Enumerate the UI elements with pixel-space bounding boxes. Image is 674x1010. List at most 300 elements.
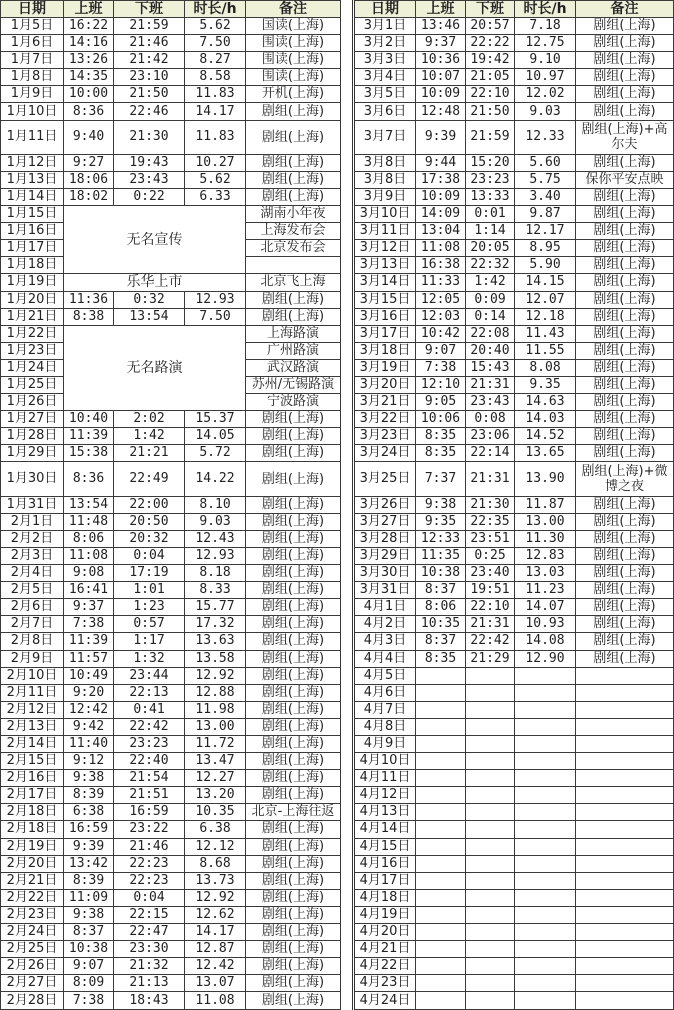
end-time-cell: 21:31 [466, 376, 515, 393]
table-row [1, 633, 341, 650]
date-cell: 3月8日 [354, 154, 416, 171]
table-row [354, 530, 674, 547]
end-time-cell: 21:51 [114, 787, 185, 804]
table-row [354, 103, 674, 120]
end-time-cell: 1:42 [114, 428, 185, 445]
note-cell: 湖南小年夜 [246, 206, 341, 223]
note-cell: 剧组(上海) [576, 650, 674, 667]
date-cell: 1月22日 [1, 325, 64, 342]
hours-cell: 12.27 [185, 770, 246, 787]
date-cell: 3月22日 [354, 411, 416, 428]
end-time-cell: 23:22 [114, 821, 185, 838]
start-time-cell: 11:09 [64, 889, 114, 906]
hours-cell: 12.87 [185, 941, 246, 958]
start-time-cell [416, 804, 466, 821]
table-row [354, 855, 674, 872]
date-cell: 3月11日 [354, 223, 416, 240]
note-cell [576, 992, 674, 1010]
note-cell: 剧组(上海) [576, 291, 674, 308]
date-cell: 1月5日 [1, 18, 64, 35]
start-time-cell: 10:09 [416, 86, 466, 103]
note-cell: 剧组(上海) [246, 821, 341, 838]
table-row [354, 240, 674, 257]
hours-cell: 5.62 [185, 18, 246, 35]
end-time-cell: 0:22 [114, 188, 185, 205]
end-time-cell [466, 941, 515, 958]
date-cell: 2月13日 [1, 718, 64, 735]
hours-cell: 8.08 [515, 359, 576, 376]
end-time-cell: 1:42 [466, 274, 515, 291]
table-row [1, 787, 341, 804]
hours-cell: 7.18 [515, 18, 576, 35]
note-cell: 剧组(上海)+微博之夜 [576, 462, 674, 496]
note-cell: 剧组(上海)+高尔夫 [576, 120, 674, 154]
date-cell: 4月20日 [354, 924, 416, 941]
note-cell: 剧组(上海) [576, 547, 674, 564]
start-time-cell: 9:08 [64, 565, 114, 582]
date-cell: 1月17日 [1, 240, 64, 257]
hours-cell: 8.18 [185, 565, 246, 582]
end-time-cell: 23:10 [114, 69, 185, 86]
end-time-cell: 19:51 [466, 582, 515, 599]
start-time-cell: 9:37 [416, 35, 466, 52]
start-time-cell: 17:38 [416, 171, 466, 188]
table-row [354, 889, 674, 906]
date-cell: 2月17日 [1, 787, 64, 804]
note-cell: 剧组(上海) [246, 188, 341, 205]
note-cell: 广州路演 [246, 342, 341, 359]
end-time-cell [466, 992, 515, 1010]
table-row [1, 718, 341, 735]
date-cell: 4月6日 [354, 684, 416, 701]
end-time-cell [466, 667, 515, 684]
hours-cell: 10.97 [515, 69, 576, 86]
date-cell: 4月1日 [354, 599, 416, 616]
start-time-cell: 12:33 [416, 530, 466, 547]
hours-cell: 9.03 [515, 103, 576, 120]
note-cell: 剧组(上海) [576, 103, 674, 120]
date-cell: 3月6日 [354, 103, 416, 120]
hours-cell: 11.30 [515, 530, 576, 547]
end-time-cell: 23:43 [114, 171, 185, 188]
hours-cell: 12.43 [185, 530, 246, 547]
note-cell: 剧组(上海) [246, 445, 341, 462]
table-row [354, 684, 674, 701]
end-time-cell: 20:32 [114, 530, 185, 547]
note-cell: 剧组(上海) [576, 240, 674, 257]
date-cell: 2月7日 [1, 616, 64, 633]
table-row [354, 52, 674, 69]
hours-cell: 12.90 [515, 650, 576, 667]
date-cell: 4月9日 [354, 735, 416, 752]
end-time-cell: 23:43 [466, 394, 515, 411]
end-time-cell: 0:01 [466, 206, 515, 223]
hours-cell [515, 718, 576, 735]
note-cell: 剧组(上海) [576, 582, 674, 599]
note-cell: 剧组(上海) [576, 513, 674, 530]
hours-cell: 14.52 [515, 428, 576, 445]
note-cell: 剧组(上海) [576, 223, 674, 240]
start-time-cell: 14:35 [64, 69, 114, 86]
end-time-cell: 22:47 [114, 924, 185, 941]
table-row [354, 650, 674, 667]
hours-cell [515, 770, 576, 787]
hours-cell [515, 975, 576, 992]
hours-cell [515, 924, 576, 941]
start-time-cell [416, 787, 466, 804]
date-cell: 3月10日 [354, 206, 416, 223]
end-time-cell: 21:29 [466, 650, 515, 667]
table-row [354, 171, 674, 188]
date-cell: 1月27日 [1, 411, 64, 428]
table-row [1, 992, 341, 1010]
hours-cell [515, 958, 576, 975]
start-time-cell: 11:33 [416, 274, 466, 291]
note-cell: 剧组(上海) [246, 633, 341, 650]
end-time-cell: 1:23 [114, 599, 185, 616]
date-cell: 3月15日 [354, 291, 416, 308]
hours-cell: 7.50 [185, 35, 246, 52]
table-row [354, 718, 674, 735]
table-row [354, 308, 674, 325]
note-cell: 剧组(上海) [246, 753, 341, 770]
end-time-cell: 0:32 [114, 291, 185, 308]
note-cell: 剧组(上海) [246, 582, 341, 599]
table-row [354, 633, 674, 650]
start-time-cell [416, 684, 466, 701]
end-time-cell: 19:43 [114, 154, 185, 171]
date-cell: 2月5日 [1, 582, 64, 599]
end-time-cell: 22:15 [114, 906, 185, 923]
table-row [354, 616, 674, 633]
note-cell: 剧组(上海) [576, 342, 674, 359]
date-cell: 1月20日 [1, 291, 64, 308]
table-row [354, 599, 674, 616]
note-cell: 剧组(上海) [246, 291, 341, 308]
note-cell: 剧组(上海) [576, 69, 674, 86]
note-cell: 剧组(上海) [246, 975, 341, 992]
start-time-cell: 11:40 [64, 735, 114, 752]
note-cell [576, 804, 674, 821]
start-time-cell: 6:38 [64, 804, 114, 821]
end-time-cell: 22:13 [114, 684, 185, 701]
start-time-cell [416, 958, 466, 975]
hours-cell: 13.00 [185, 718, 246, 735]
note-cell: 剧组(上海) [246, 684, 341, 701]
note-cell: 剧组(上海) [246, 735, 341, 752]
date-cell: 4月16日 [354, 855, 416, 872]
start-time-cell [416, 992, 466, 1010]
end-time-cell [466, 924, 515, 941]
hours-cell [515, 753, 576, 770]
start-time-cell: 8:37 [416, 633, 466, 650]
date-cell: 3月8日 [354, 171, 416, 188]
note-cell: 剧组(上海) [576, 496, 674, 513]
table-row [1, 547, 341, 564]
start-time-cell: 9:07 [64, 958, 114, 975]
date-cell: 2月1日 [1, 513, 64, 530]
hours-cell: 12.42 [185, 958, 246, 975]
hours-cell: 12.33 [515, 120, 576, 154]
hours-cell: 13.03 [515, 565, 576, 582]
hours-cell: 10.93 [515, 616, 576, 633]
note-cell: 上海路演 [246, 325, 341, 342]
date-cell: 4月5日 [354, 667, 416, 684]
note-cell [576, 770, 674, 787]
end-time-cell: 23:51 [466, 530, 515, 547]
end-time-cell: 21:46 [114, 35, 185, 52]
date-cell: 1月15日 [1, 206, 64, 223]
date-cell: 3月27日 [354, 513, 416, 530]
note-cell: 剧组(上海) [246, 616, 341, 633]
start-time-cell: 11:35 [416, 547, 466, 564]
hours-cell: 13.00 [515, 513, 576, 530]
start-time-cell: 12:48 [416, 103, 466, 120]
start-time-cell: 9:05 [416, 394, 466, 411]
start-time-cell: 9:42 [64, 718, 114, 735]
table-row [354, 770, 674, 787]
end-time-cell: 1:17 [114, 633, 185, 650]
hours-cell [515, 821, 576, 838]
note-cell [576, 753, 674, 770]
date-cell: 2月28日 [1, 992, 64, 1010]
table-row [354, 924, 674, 941]
end-time-cell: 16:59 [114, 804, 185, 821]
header-note: 备注 [576, 1, 674, 18]
start-time-cell [416, 889, 466, 906]
start-time-cell: 7:38 [64, 616, 114, 633]
table-row [354, 223, 674, 240]
table-row [1, 120, 341, 154]
start-time-cell: 9:38 [64, 906, 114, 923]
date-cell: 3月3日 [354, 52, 416, 69]
start-time-cell: 10:07 [416, 69, 466, 86]
note-cell: 剧组(上海) [576, 359, 674, 376]
note-cell: 剧组(上海) [246, 547, 341, 564]
start-time-cell [416, 667, 466, 684]
note-cell [576, 787, 674, 804]
date-cell: 3月13日 [354, 257, 416, 274]
hours-cell: 9.03 [185, 513, 246, 530]
table-row [354, 496, 674, 513]
end-time-cell: 22:23 [114, 855, 185, 872]
table-row [1, 770, 341, 787]
note-cell: 剧组(上海) [246, 650, 341, 667]
hours-cell: 9.10 [515, 52, 576, 69]
table-row [354, 975, 674, 992]
merged-event-cell: 无名路演 [64, 325, 246, 410]
schedule-table-mar-apr [352, 0, 674, 1010]
start-time-cell: 8:36 [64, 103, 114, 120]
end-time-cell [466, 804, 515, 821]
date-cell: 4月2日 [354, 616, 416, 633]
table-row [1, 52, 341, 69]
table-row [354, 735, 674, 752]
end-time-cell: 20:05 [466, 240, 515, 257]
hours-cell: 12.62 [185, 906, 246, 923]
hours-cell: 7.50 [185, 308, 246, 325]
end-time-cell: 22:35 [466, 513, 515, 530]
note-cell: 剧组(上海) [246, 941, 341, 958]
hours-cell: 12.92 [185, 889, 246, 906]
header-end: 下班 [114, 1, 185, 18]
note-cell: 剧组(上海) [246, 120, 341, 154]
table-row [354, 582, 674, 599]
header-start: 上班 [64, 1, 114, 18]
hours-cell: 14.08 [515, 633, 576, 650]
hours-cell: 12.93 [185, 291, 246, 308]
hours-cell: 5.75 [515, 171, 576, 188]
hours-cell: 6.38 [185, 821, 246, 838]
note-cell: 剧组(上海) [246, 667, 341, 684]
start-time-cell: 8:06 [416, 599, 466, 616]
date-cell: 1月24日 [1, 359, 64, 376]
note-cell [576, 958, 674, 975]
note-cell: 剧组(上海) [246, 530, 341, 547]
date-cell: 2月2日 [1, 530, 64, 547]
end-time-cell [466, 821, 515, 838]
end-time-cell [466, 889, 515, 906]
start-time-cell [416, 770, 466, 787]
date-cell: 3月2日 [354, 35, 416, 52]
start-time-cell [416, 838, 466, 855]
note-cell [576, 735, 674, 752]
table-row [1, 445, 341, 462]
note-cell: 剧组(上海) [246, 565, 341, 582]
hours-cell: 11.72 [185, 735, 246, 752]
hours-cell [515, 872, 576, 889]
end-time-cell: 22:46 [114, 103, 185, 120]
hours-cell: 12.17 [515, 223, 576, 240]
date-cell: 4月11日 [354, 770, 416, 787]
start-time-cell [416, 701, 466, 718]
note-cell [576, 941, 674, 958]
end-time-cell: 21:32 [114, 958, 185, 975]
date-cell: 1月13日 [1, 171, 64, 188]
table-row [354, 428, 674, 445]
date-cell: 4月24日 [354, 992, 416, 1010]
end-time-cell: 0:04 [114, 889, 185, 906]
note-cell: 宁波路演 [246, 394, 341, 411]
table-row [1, 975, 341, 992]
note-cell: 剧组(上海) [576, 325, 674, 342]
end-time-cell: 23:06 [466, 428, 515, 445]
hours-cell: 14.63 [515, 394, 576, 411]
date-cell: 3月16日 [354, 308, 416, 325]
hours-cell: 14.15 [515, 274, 576, 291]
table-row [1, 462, 341, 496]
hours-cell [515, 855, 576, 872]
table-row [1, 274, 341, 291]
table-row [1, 582, 341, 599]
hours-cell: 13.58 [185, 650, 246, 667]
table-row [354, 462, 674, 496]
start-time-cell: 12:10 [416, 376, 466, 393]
table-row [354, 86, 674, 103]
table-row [354, 753, 674, 770]
date-cell: 1月18日 [1, 257, 64, 274]
start-time-cell: 8:09 [64, 975, 114, 992]
end-time-cell [466, 872, 515, 889]
table-row [1, 171, 341, 188]
table-row [354, 821, 674, 838]
end-time-cell: 21:13 [114, 975, 185, 992]
end-time-cell [466, 855, 515, 872]
table-row [1, 86, 341, 103]
table-row [354, 411, 674, 428]
end-time-cell: 18:43 [114, 992, 185, 1010]
start-time-cell: 8:37 [64, 924, 114, 941]
start-time-cell: 8:06 [64, 530, 114, 547]
date-cell: 1月21日 [1, 308, 64, 325]
table-row [1, 684, 341, 701]
end-time-cell: 0:04 [114, 547, 185, 564]
date-cell: 2月20日 [1, 855, 64, 872]
note-cell: 苏州/无锡路演 [246, 376, 341, 393]
note-cell: 剧组(上海) [576, 530, 674, 547]
start-time-cell: 10:38 [64, 941, 114, 958]
table-row [1, 35, 341, 52]
note-cell: 围读(上海) [246, 69, 341, 86]
note-cell: 剧组(上海) [576, 18, 674, 35]
note-cell: 剧组(上海) [576, 86, 674, 103]
hours-cell: 11.98 [185, 701, 246, 718]
start-time-cell [416, 735, 466, 752]
hours-cell: 11.83 [185, 86, 246, 103]
hours-cell: 10.35 [185, 804, 246, 821]
note-cell [576, 667, 674, 684]
table-row [354, 206, 674, 223]
end-time-cell: 0:14 [466, 308, 515, 325]
table-row [354, 257, 674, 274]
table-row [354, 274, 674, 291]
hours-cell: 12.18 [515, 308, 576, 325]
start-time-cell: 13:46 [416, 18, 466, 35]
table-row [354, 565, 674, 582]
end-time-cell: 20:40 [466, 342, 515, 359]
table-row [1, 701, 341, 718]
hours-cell: 12.07 [515, 291, 576, 308]
hours-cell [515, 701, 576, 718]
start-time-cell: 10:36 [416, 52, 466, 69]
table-row [1, 821, 341, 838]
table-row [1, 872, 341, 889]
date-cell: 3月1日 [354, 18, 416, 35]
date-cell: 4月13日 [354, 804, 416, 821]
date-cell: 3月7日 [354, 120, 416, 154]
hours-cell: 14.03 [515, 411, 576, 428]
date-cell: 3月18日 [354, 342, 416, 359]
date-cell: 3月4日 [354, 69, 416, 86]
header-hours: 时长/h [515, 1, 576, 18]
note-cell: 国读(上海) [246, 18, 341, 35]
hours-cell: 13.07 [185, 975, 246, 992]
note-cell [576, 855, 674, 872]
table-row [354, 35, 674, 52]
end-time-cell [466, 684, 515, 701]
date-cell: 2月11日 [1, 684, 64, 701]
end-time-cell: 22:22 [466, 35, 515, 52]
end-time-cell: 21:42 [114, 52, 185, 69]
note-cell [576, 718, 674, 735]
start-time-cell: 9:38 [416, 496, 466, 513]
table-row [354, 958, 674, 975]
start-time-cell: 7:37 [416, 462, 466, 496]
hours-cell: 13.20 [185, 787, 246, 804]
date-cell: 2月14日 [1, 735, 64, 752]
note-cell: 剧组(上海) [246, 462, 341, 496]
start-time-cell: 16:38 [416, 257, 466, 274]
